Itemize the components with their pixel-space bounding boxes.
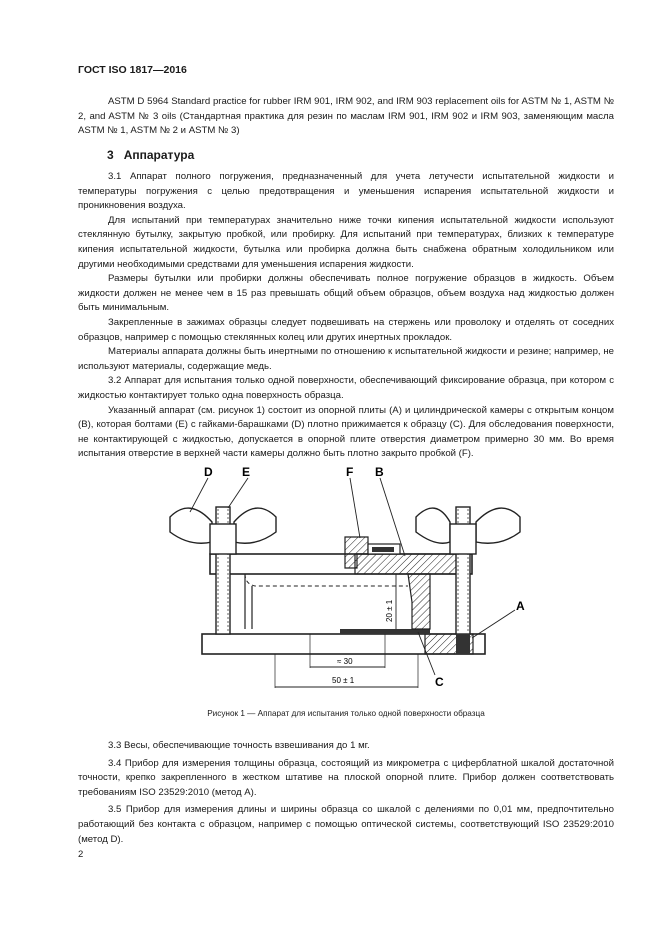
paragraph-volume: Размеры бутылки или пробирки должны обеспечивать полное погружение образцов в жидкость. Объем жидкости должен не менее чем в 15 раз превышать общий объем образцов, объем воздуха над жидкостью должен быть минимальным.: [78, 273, 614, 314]
left-wing-nut-left: [170, 508, 212, 543]
left-wing-nut-right: [234, 508, 276, 543]
dimension-inner: ≈ 30: [337, 657, 353, 666]
chamber-flange-section: [355, 554, 465, 574]
chamber-hidden-line: [245, 574, 408, 586]
specimen: [340, 629, 430, 634]
paragraph-clamps: Закрепленные в зажимах образцы следует подвешивать на стержень или проволоку и отделять от соседних образцов, например с помощью стеклянных колец или других инертных прокладок.: [78, 316, 614, 343]
label-d: D: [204, 465, 213, 479]
label-c: C: [435, 675, 444, 689]
section-heading: [107, 148, 194, 162]
section-body-a: [78, 170, 614, 462]
paragraph-3-3: 3.3 Весы, обеспечивающие точность взвешивания до 1 мг.: [108, 740, 370, 751]
section-body-b: [78, 739, 614, 847]
plug-seal: [372, 547, 394, 552]
apparatus-drawing: [150, 462, 550, 697]
figure-caption: Рисунок 1 — Аппарат для испытания только одной поверхности образца: [207, 709, 485, 718]
right-nut-body: [450, 524, 476, 554]
chamber-wall: [408, 574, 430, 629]
paragraph-bottle: Для испытаний при температурах значительно ниже точки кипения испытательной жидкости используют стеклянную бутылку, закрытую пробкой, или пробирку. Для испытаний при температурах, близких к температуре кипения испытательной жидкости, бутылка или пробирка должна быть снабжена обратным холодильником или другими необходимыми средствами для уменьшения испарения жидкости.: [78, 214, 614, 270]
right-bolt-head: [456, 634, 470, 654]
section-number: 3: [107, 148, 114, 162]
section-title: Аппаратура: [123, 148, 195, 162]
document-header: ГОСТ ISO 1817—2016: [78, 64, 187, 76]
paragraph-apparatus: Указанный аппарат (см. рисунок 1) состоит из опорной плиты (A) и цилиндрической камеры с открытым концом (B), которая болтами (E) с гайками-барашками (D) плотно прижимается к образцу (C). Для обследования поверхности, не контактирующей с жидкостью, допускается в опорной плите отверстия диаметром примерно 30 мм. Во время испытания отверстие в верхней части камеры должно быть плотно закрыто пробкой (F).: [78, 404, 614, 460]
paragraph-3-1: 3.1 Аппарат полного погружения, предназначенный для учета летучести испытательной жидкости и температуры погружения с целью предотвращения и уменьшения испарения испытательной жидкости и проникновения воздуха.: [78, 171, 614, 212]
chamber-outline: [245, 574, 252, 629]
paragraph-3-2: 3.2 Аппарат для испытания только одной поверхности, обеспечивающий фиксирование образца, при котором с жидкостью контактирует только одна поверхность образца.: [78, 375, 614, 401]
paragraph-materials: Материалы аппарата должны быть инертными по отношению к испытательной жидкости и резине; например, не используют материалы, содержащие медь.: [78, 346, 614, 372]
right-wing-nut-right: [476, 508, 520, 543]
label-a: A: [516, 599, 525, 613]
label-e: E: [242, 465, 251, 479]
paragraph-3-5: 3.5 Прибор для измерения длины и ширины образца со шкалой с делениями по 0,01 мм, предпочтительно работающий без контакта с образцом, например с помощью оптической системы, соответствующий ISO 23529:2010 (метод D).: [78, 804, 614, 845]
dimension-height: 20 ± 1: [385, 599, 394, 622]
label-b: B: [375, 465, 384, 479]
label-f: F: [346, 465, 354, 479]
right-wing-nut-left: [416, 508, 450, 543]
reference-paragraph: ASTM D 5964 Standard practice for rubber IRM 901, IRM 902, and IRM 903 replacement oils for ASTM № 1, ASTM № 2, and ASTM № 3 oils (Стандартная практика для резин по маслам IRM 901, IRM 902 и IRM 903, заменяющим масла ASTM № 1, ASTM № 2 и ASTM № 3): [78, 96, 614, 137]
paragraph-3-4: 3.4 Прибор для измерения толщины образца, состоящий из микрометра с циферблатной шкалой достаточной точности, крепко закрепленного в жестком штативе на плоской опорной плите. Прибор должен соответствовать требованиям ISO 23529:2010 (метод A).: [78, 757, 614, 798]
figure-1: [150, 462, 550, 702]
reference-block: [78, 95, 614, 139]
dimension-outer: 50 ± 1: [332, 676, 355, 685]
left-nut-body: [210, 524, 236, 554]
page-number: 2: [78, 849, 84, 860]
